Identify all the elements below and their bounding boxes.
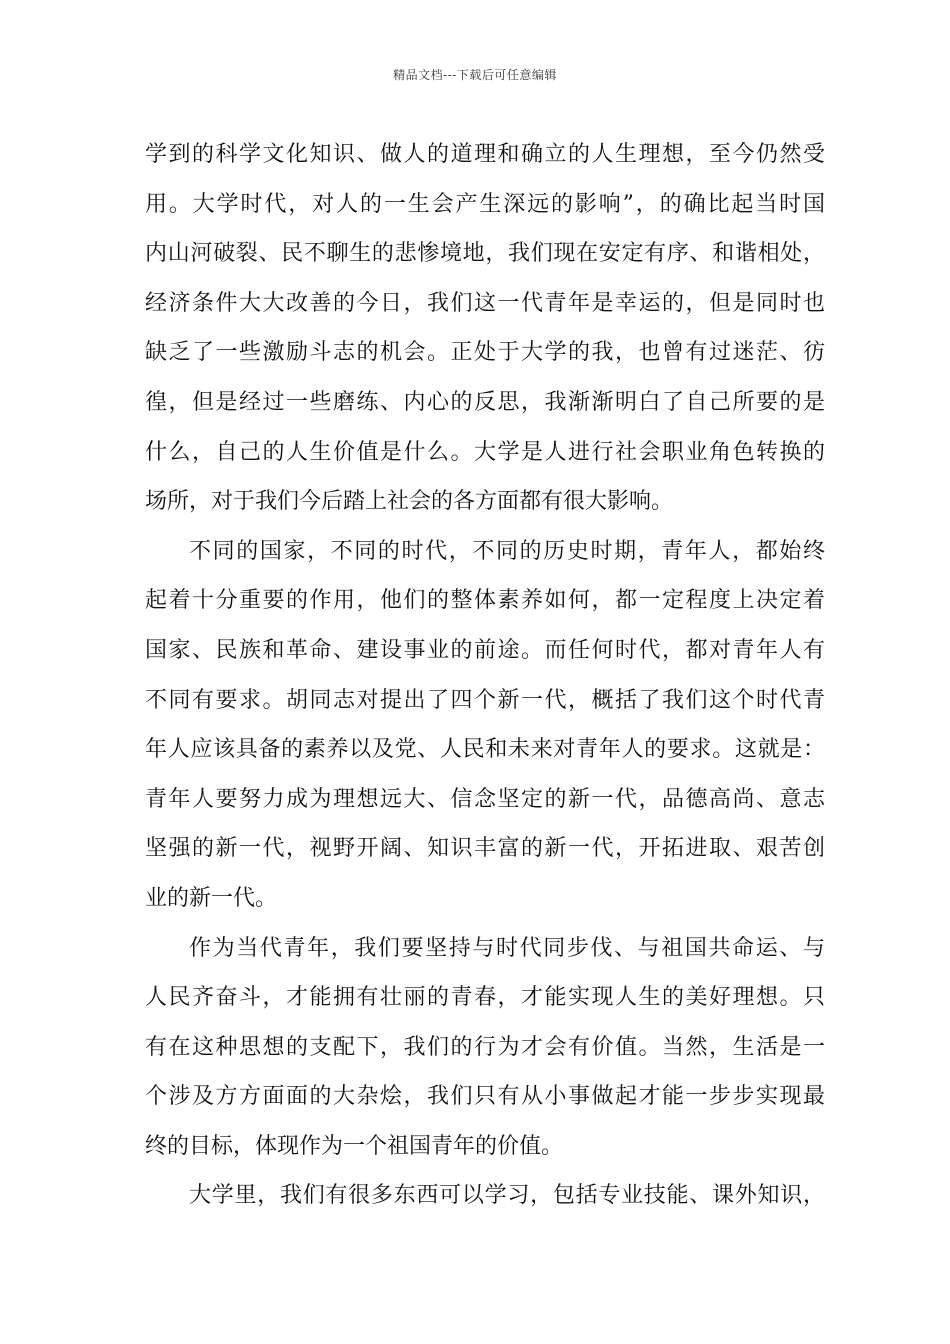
paragraph-2-line-2: 起着十分重要的作用，他们的整体素养如何，都一定程度上决定着 [145,588,825,614]
paragraph-1-line-7: 什么，自己的人生价值是什么。大学是人进行社会职业角色转换的 [145,439,825,465]
paragraph-3-line-3: 有在这种思想的支配下，我们的行为才会有价值。当然，生活是一 [145,1034,825,1060]
page-header: 精品文档---下载后可任意编辑 [393,68,557,82]
paragraph-1-line-5: 缺乏了一些激励斗志的机会。正处于大学的我，也曾有过迷茫、彷 [145,340,825,366]
paragraph-2-line-8: 业的新一代。 [145,885,278,911]
paragraph-1-line-8: 场所，对于我们今后踏上社会的各方面都有很大影响。 [145,489,674,515]
paragraph-2-line-1: 不同的国家，不同的时代，不同的历史时期，青年人，都始终 [189,538,825,564]
paragraph-3-line-1: 作为当代青年，我们要坚持与时代同步伐、与祖国共命运、与 [189,935,825,961]
paragraph-1-line-1: 学到的科学文化知识、做人的道理和确立的人生理想，至今仍然受 [145,142,825,167]
document-body [145,130,825,1221]
paragraph-4-line-1: 大学里，我们有很多东西可以学习，包括专业技能、课外知识， [189,1183,825,1209]
paragraph-3-line-4: 个涉及方方面面的大杂烩，我们只有从小事做起才能一步步实现最 [145,1084,825,1110]
paragraph-1-line-4: 经济条件大大改善的今日，我们这一代青年是幸运的，但是同时也 [145,290,825,316]
paragraph-2-line-6: 青年人要努力成为理想远大、信念坚定的新一代，品德高尚、意志 [145,786,825,812]
paragraph-1-line-2: 用。大学时代，对人的一生会产生深远的影响”，的确比起当时国 [145,191,825,217]
paragraph-2-line-5: 年人应该具备的素养以及党、人民和未来对青年人的要求。这就是： [145,737,825,763]
paragraph-3-line-5: 终的目标，体现作为一个祖国青年的价值。 [145,1133,564,1159]
paragraph-2-line-4: 不同有要求。胡同志对提出了四个新一代，概括了我们这个时代青 [145,687,825,713]
paragraph-3-line-2: 人民齐奋斗，才能拥有壮丽的青春，才能实现人生的美好理想。只 [145,985,825,1011]
paragraph-2-line-3: 国家、民族和革命、建设事业的前途。而任何时代，都对青年人有 [145,637,825,663]
paragraph-1-line-6: 徨，但是经过一些磨练、内心的反思，我渐渐明白了自己所要的是 [145,389,825,415]
paragraph-1-line-3: 内山河破裂、民不聊生的悲惨境地，我们现在安定有序、和谐相处， [145,241,825,267]
paragraph-2-line-7: 坚强的新一代，视野开阔、知识丰富的新一代，开拓进取、艰苦创 [145,836,825,862]
